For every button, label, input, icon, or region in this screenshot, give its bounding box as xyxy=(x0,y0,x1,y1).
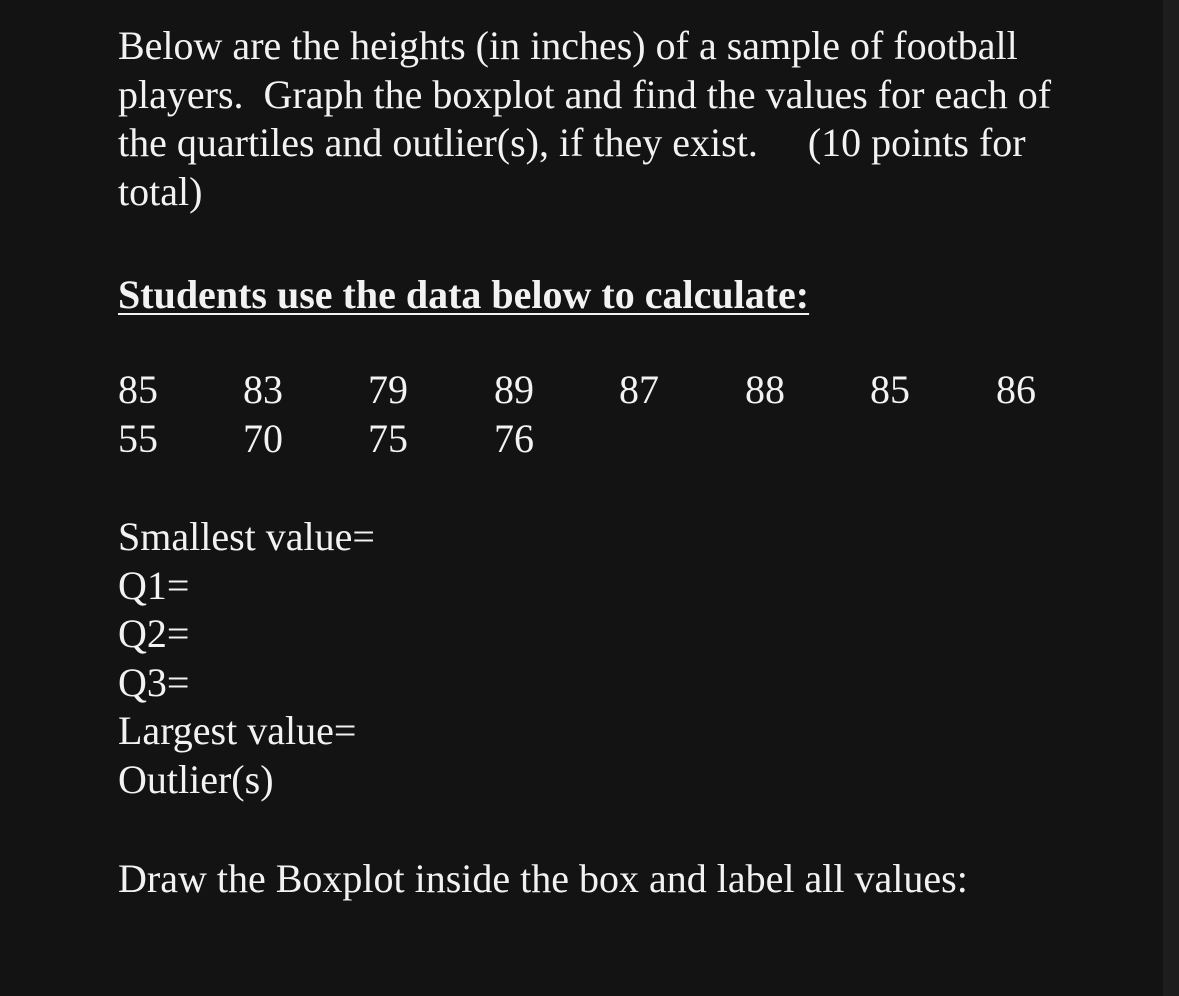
data-value: 85 xyxy=(118,367,158,412)
prompt-line: total) xyxy=(118,168,203,214)
data-value: 83 xyxy=(243,367,283,412)
data-value: 88 xyxy=(745,367,785,412)
answer-fields xyxy=(118,513,375,804)
data-value: 85 xyxy=(870,367,910,412)
scrollbar-edge[interactable] xyxy=(1163,0,1179,996)
problem-statement xyxy=(118,22,1118,216)
prompt-text xyxy=(118,22,1118,216)
data-value: 76 xyxy=(494,415,534,461)
q3-label: Q3= xyxy=(118,659,190,705)
prompt-line: the quartiles and outlier(s), if they exist. (10 points for xyxy=(118,120,1026,165)
section-heading: Students use the data below to calculate: xyxy=(118,272,810,317)
prompt-line: players. Graph the boxplot and find the values for each of xyxy=(118,71,1052,117)
data-value: 70 xyxy=(243,415,283,461)
q2-label: Q2= xyxy=(118,611,190,656)
data-value: 87 xyxy=(619,367,659,412)
outliers-label: Outlier(s) xyxy=(118,756,274,802)
smallest-value-label: Smallest value= xyxy=(118,514,375,559)
q1-label: Q1= xyxy=(118,562,190,608)
data-value: 86 xyxy=(996,367,1036,412)
largest-value-label: Largest value= xyxy=(118,708,357,753)
data-value: 79 xyxy=(368,367,408,412)
data-value: 55 xyxy=(118,415,158,461)
boxplot-instruction: Draw the Boxplot inside the box and label all values: xyxy=(118,856,968,901)
data-value: 89 xyxy=(494,367,534,412)
data-value: 75 xyxy=(368,415,408,461)
prompt-line: Below are the heights (in inches) of a sample of football xyxy=(118,23,1018,68)
